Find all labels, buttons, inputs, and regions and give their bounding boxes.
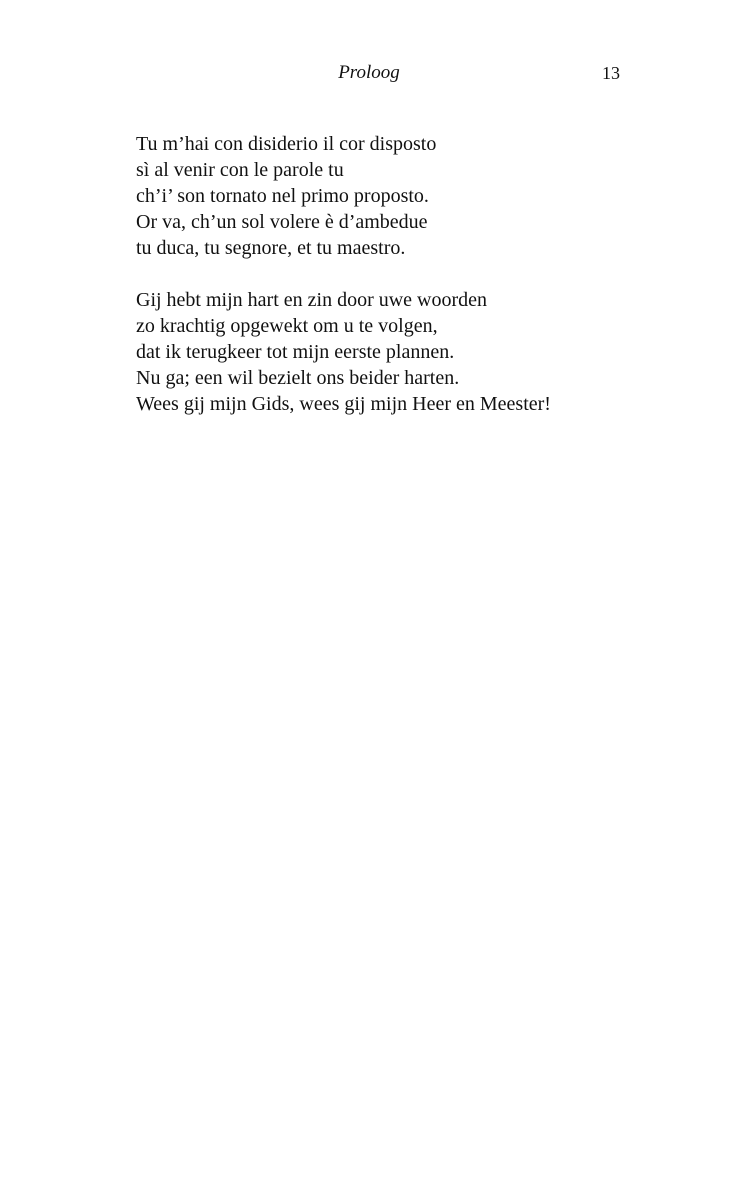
italian-stanza bbox=[136, 131, 656, 261]
verse-line: zo krachtig opgewekt om u te volgen, bbox=[136, 315, 438, 337]
verse-line: Wees gij mijn Gids, wees gij mijn Heer en Meester! bbox=[136, 393, 551, 415]
verse-line: tu duca, tu segnore, et tu maestro. bbox=[136, 237, 406, 259]
poem bbox=[136, 131, 656, 417]
verse-line: Gij hebt mijn hart en zin door uwe woorden bbox=[136, 289, 488, 311]
verse-line: dat ik terugkeer tot mijn eerste plannen. bbox=[136, 341, 455, 363]
running-head bbox=[0, 60, 738, 86]
verse-line: ch’i’ son tornato nel primo proposto. bbox=[136, 185, 429, 207]
verse-line: Nu ga; een wil bezielt ons beider harten. bbox=[136, 367, 460, 389]
dutch-stanza bbox=[136, 287, 656, 417]
verse-line: sì al venir con le parole tu bbox=[136, 159, 344, 181]
page-number: 13 bbox=[602, 63, 620, 83]
verse-line: Or va, ch’un sol volere è d’ambedue bbox=[136, 211, 428, 233]
verse-line: Tu m’hai con disiderio il cor disposto bbox=[136, 133, 437, 155]
running-title: Proloog bbox=[338, 62, 400, 83]
